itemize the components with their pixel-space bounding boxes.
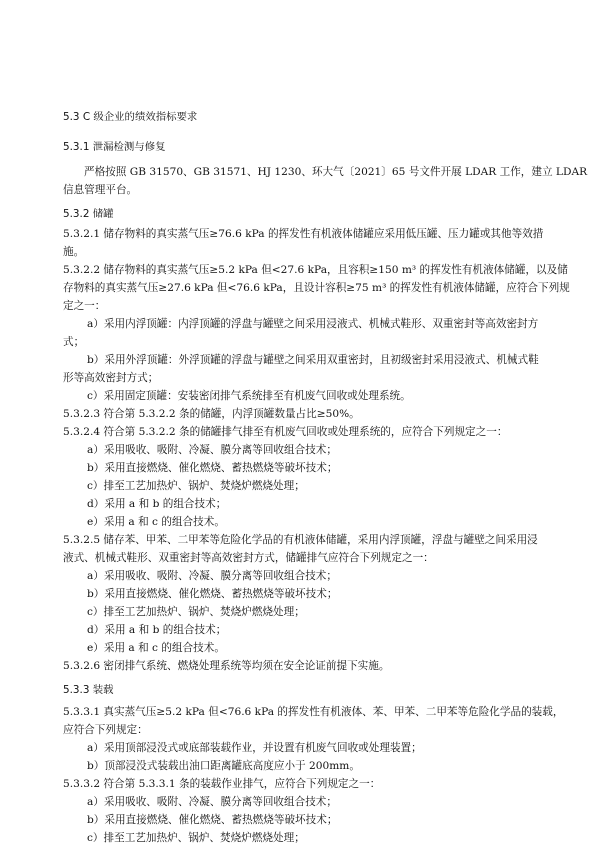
list-item: a）采用吸收、吸附、冷凝、膜分离等回收组合技术； bbox=[87, 570, 337, 582]
list-item: e）采用 a 和 c 的组合技术。 bbox=[87, 642, 225, 654]
section-heading-5-3-2: 5.3.2 储罐 bbox=[63, 208, 114, 220]
paragraph-line: 施。 bbox=[63, 246, 85, 258]
list-item: c）排至工艺加热炉、锅炉、焚烧炉燃烧处理； bbox=[87, 480, 305, 492]
paragraph-line: 信息管理平台。 bbox=[63, 184, 138, 196]
paragraph-line: 严格按照 GB 31570、GB 31571、HJ 1230、环大气〔2021〕65 号文件开展 LDAR 工作，建立 LDAR bbox=[84, 166, 588, 178]
list-item: a）采用吸收、吸附、冷凝、膜分离等回收组合技术； bbox=[87, 444, 337, 456]
paragraph-line: 式； bbox=[63, 336, 85, 348]
list-item: c）排至工艺加热炉、锅炉、焚烧炉燃烧处理； bbox=[87, 606, 305, 618]
clause-5-3-2-4: 5.3.2.4 符合第 5.3.2.2 条的储罐排气排至有机废气回收或处理系统的，应符合下列规定之一： bbox=[63, 426, 508, 438]
list-item: b）顶部浸没式装载出油口距离罐底高度应小于 200mm。 bbox=[87, 760, 360, 772]
paragraph-line: 应符合下列规定： bbox=[63, 724, 148, 736]
clause-5-3-2-1: 5.3.2.1 储存物料的真实蒸气压≥76.6 kPa 的挥发性有机液体储罐应采用低压罐、压力罐或其他等效措 bbox=[63, 228, 544, 240]
paragraph-line: 形等高效密封方式； bbox=[63, 372, 159, 384]
clause-5-3-3-2: 5.3.3.2 符合第 5.3.3.1 条的装载作业排气，应符合下列规定之一： bbox=[63, 778, 381, 790]
list-item: a）采用顶部浸没式或底部装载作业，并设置有机废气回收或处理装置； bbox=[87, 742, 422, 754]
clause-5-3-3-1: 5.3.3.1 真实蒸气压≥5.2 kPa 但<76.6 kPa 的挥发性有机液体、苯、甲苯、二甲苯等危险化学品的装载， bbox=[63, 706, 564, 718]
paragraph-line: 液式、机械式鞋形、双重密封等高效密封方式，储罐排气应符合下列规定之一： bbox=[63, 552, 434, 564]
list-item: c）采用固定顶罐：安装密闭排气系统排至有机废气回收或处理系统。 bbox=[87, 390, 411, 402]
section-heading-5-3: 5.3 C 级企业的绩效指标要求 bbox=[63, 111, 198, 123]
list-item: d）采用 a 和 b 的组合技术； bbox=[87, 624, 227, 636]
list-item: b）采用直接燃烧、催化燃烧、蓄热燃烧等破坏技术； bbox=[87, 588, 338, 600]
paragraph-line: 存物料的真实蒸气压≥27.6 kPa 但<76.6 kPa，且设计容积≥75 m³ 的挥发性有机液体储罐，应符合下列规 bbox=[63, 282, 570, 294]
list-item: b）采用直接燃烧、催化燃烧、蓄热燃烧等破坏技术； bbox=[87, 462, 338, 474]
section-heading-5-3-3: 5.3.3 装载 bbox=[63, 684, 114, 696]
clause-5-3-2-3: 5.3.2.3 符合第 5.3.2.2 条的储罐，内浮顶罐数量占比≥50%。 bbox=[63, 408, 360, 420]
list-item: a）采用吸收、吸附、冷凝、膜分离等回收组合技术； bbox=[87, 796, 337, 808]
list-item: b）采用直接燃烧、催化燃烧、蓄热燃烧等破坏技术； bbox=[87, 814, 338, 826]
clause-5-3-2-6: 5.3.2.6 密闭排气系统、燃烧处理系统等均须在安全论证前提下实施。 bbox=[63, 660, 390, 672]
clause-5-3-2-5: 5.3.2.5 储存苯、甲苯、二甲苯等危险化学品的有机液体储罐，采用内浮顶罐，浮盘与罐壁之间采用浸 bbox=[63, 534, 538, 546]
list-item: d）采用 a 和 b 的组合技术； bbox=[87, 498, 227, 510]
section-heading-5-3-1: 5.3.1 泄漏检测与修复 bbox=[63, 141, 166, 153]
list-item: c）排至工艺加热炉、锅炉、焚烧炉燃烧处理； bbox=[87, 832, 305, 844]
list-item: e）采用 a 和 c 的组合技术。 bbox=[87, 516, 225, 528]
list-item: a）采用内浮顶罐：内浮顶罐的浮盘与罐壁之间采用浸液式、机械式鞋形、双重密封等高效密封方 bbox=[87, 318, 539, 330]
clause-5-3-2-2: 5.3.2.2 储存物料的真实蒸气压≥5.2 kPa 但<27.6 kPa，且容积≥150 m³ 的挥发性有机液体储罐，以及储 bbox=[63, 264, 568, 276]
list-item: b）采用外浮顶罐：外浮顶罐的浮盘与罐壁之间采用双重密封，且初级密封采用浸液式、机械式鞋 bbox=[87, 354, 539, 366]
paragraph-line: 定之一： bbox=[63, 300, 106, 312]
